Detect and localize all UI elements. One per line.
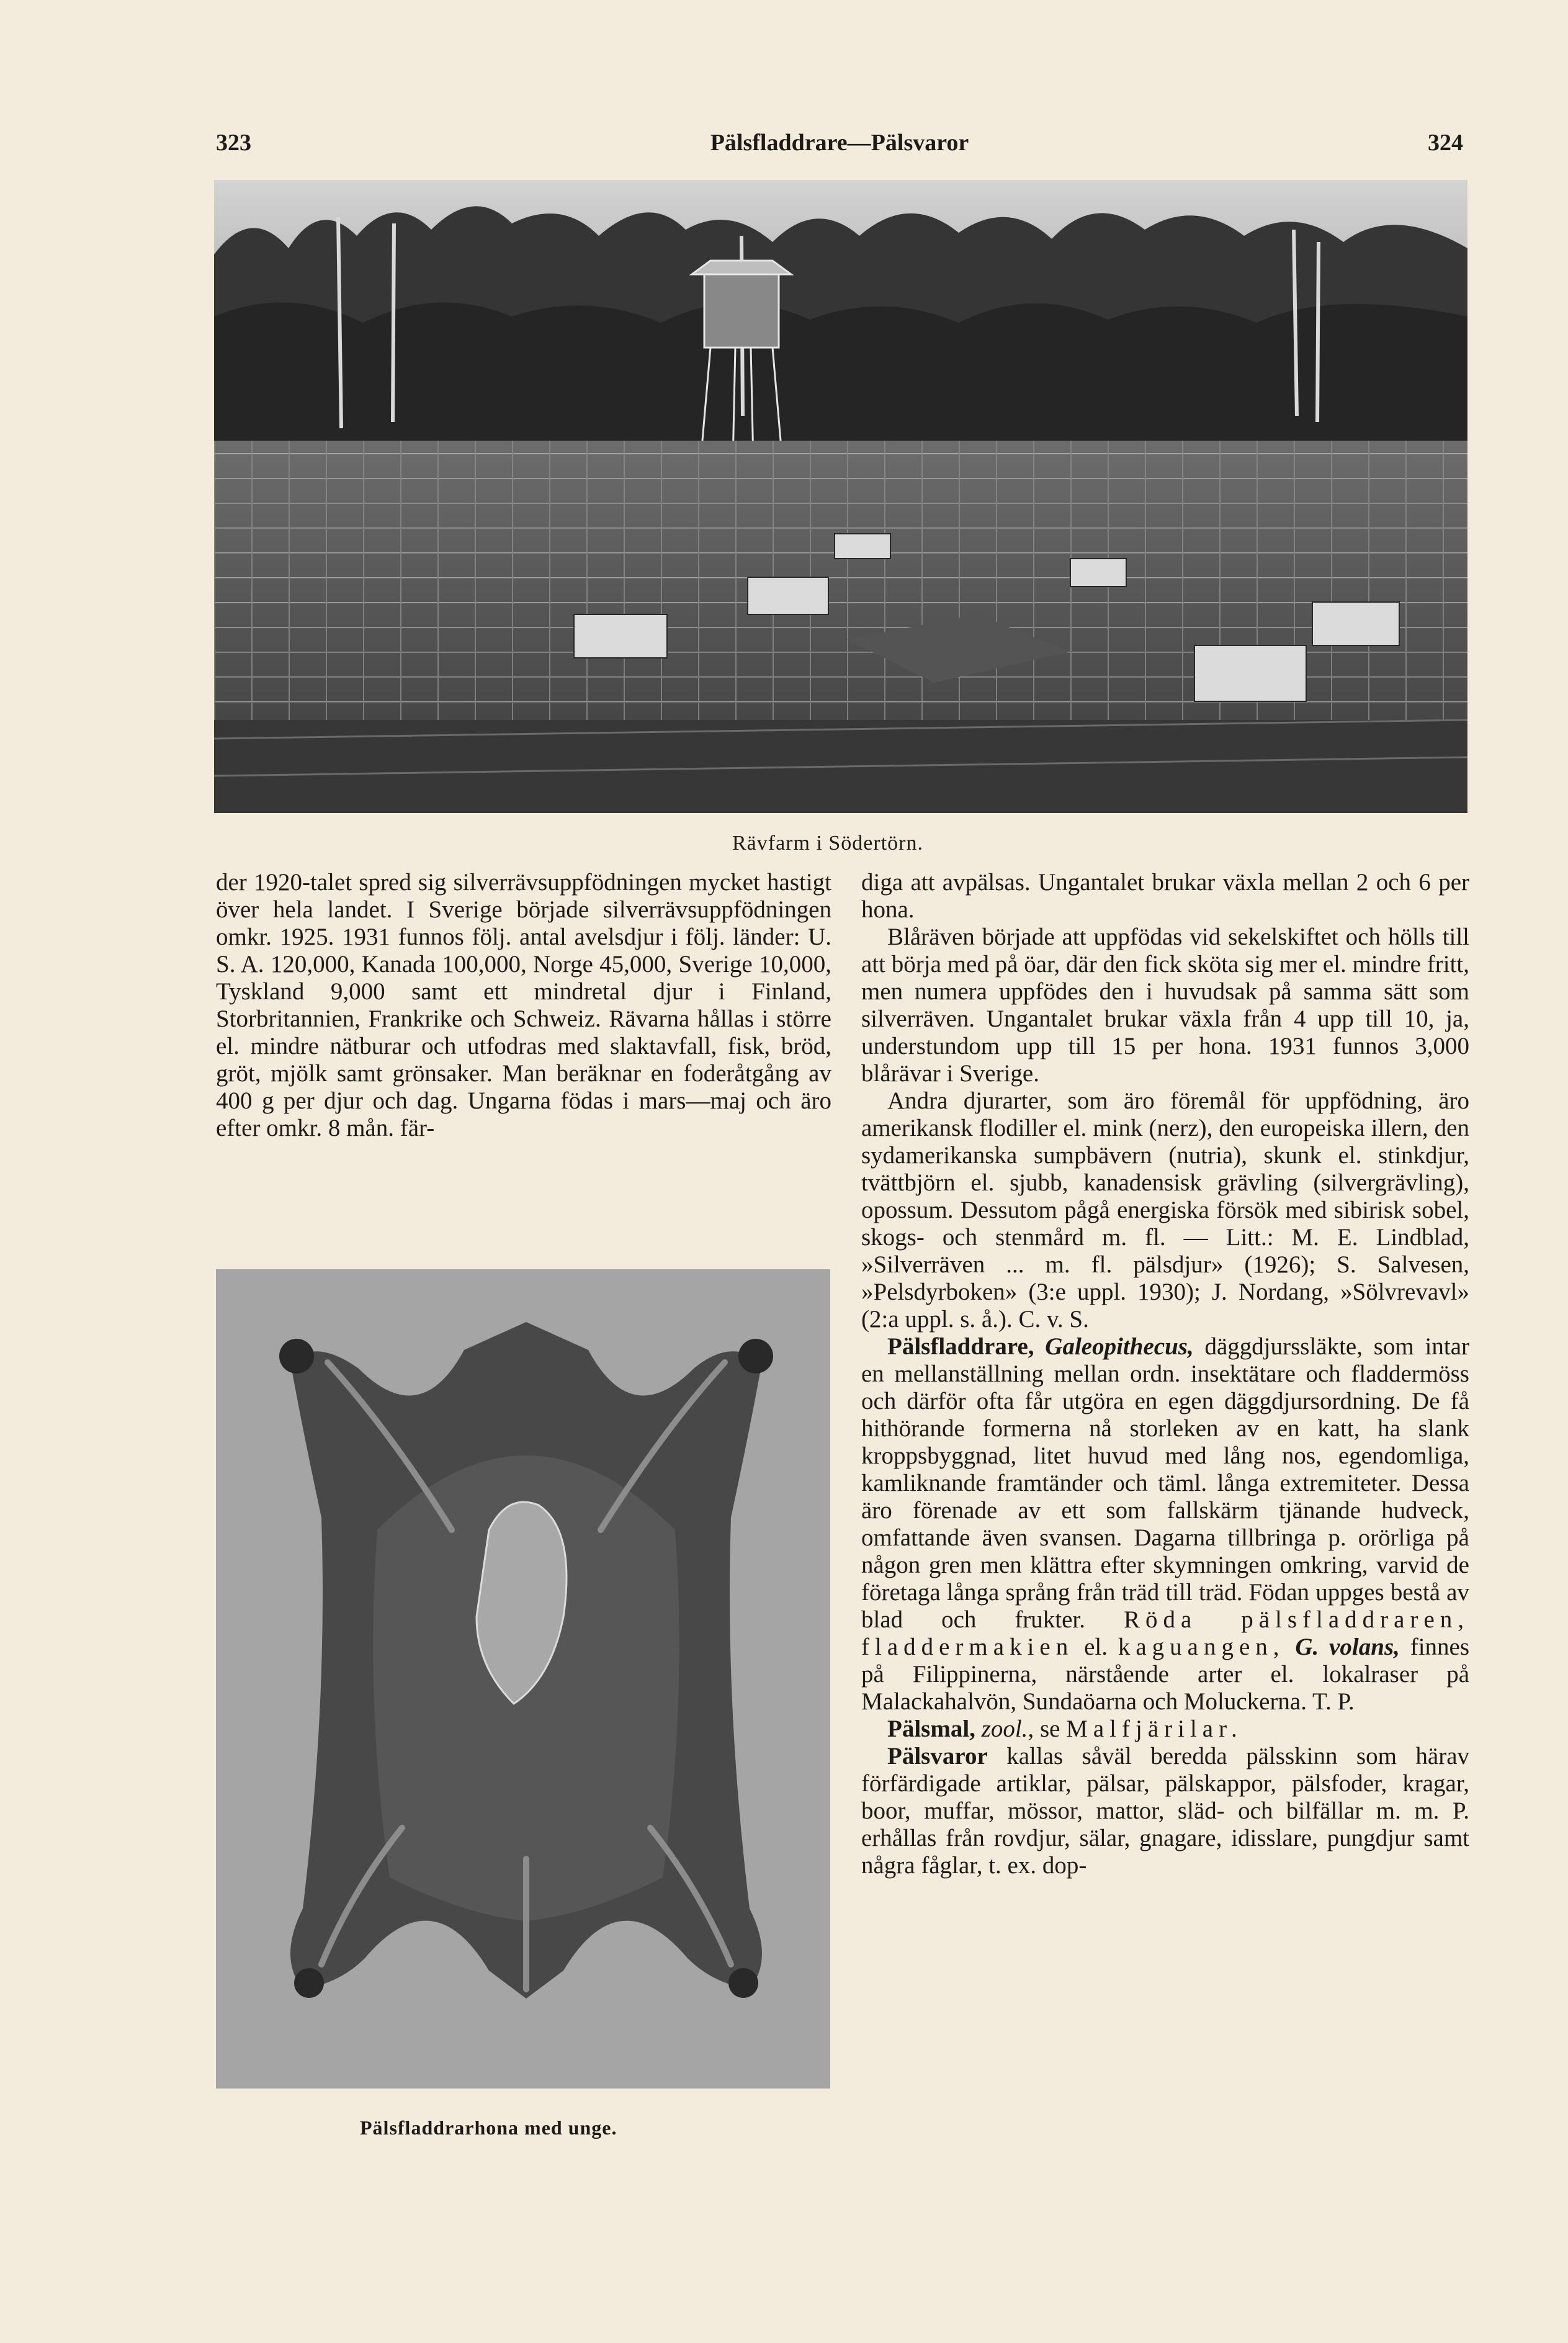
signature-tp: T. P. <box>1312 1688 1355 1715</box>
right-paragraph-2: Blåräven började att uppfödas vid sekelskiftet och hölls till att börja med på öar, där den fick sköta sig mer el. mindre fritt, men numera uppfödes den i huvudsak på samma sätt som silverräven. Ungantalet brukar växla från 4 upp till 10, ja, understundom upp till 15 per hona. 1931 funnos 3,000 blårävar i Sverige. <box>861 924 1469 1087</box>
right-paragraph-3-text: Andra djurarter, som äro föremål för uppfödning, äro amerikansk flodiller el. mink (nerz), den europeiska illern, den sydamerikanska sumpbävern (nutria), skunk el. stinkdjur, tvättbjörn el. sjubb, kanadensisk grävling (silvergrävling), opossum. Dessutom pågå energiska försök med sibirisk sobel, skogs- och stenmård m. fl. — Litt.: M. E. Lindblad, »Silverräven ... m. fl. pälsdjur» (1926); S. Salvesen, »Pelsdyrboken» (3:e uppl. 1930); J. Nordang, »Sölvrevavl» (2:a uppl. s. å.). <box>861 1087 1469 1333</box>
page-number-left: 323 <box>216 130 251 156</box>
entry-palsfladdrare <box>861 1333 1469 1716</box>
right-paragraph-1: diga att avpälsas. Ungantalet brukar växla mellan 2 och 6 per hona. <box>861 869 1469 923</box>
page-number-right: 324 <box>1428 130 1463 156</box>
entry-palsvaror <box>861 1743 1469 1879</box>
entry-zool: zool., <box>981 1716 1034 1742</box>
cross-ref-malfjarilar[interactable]: Malfjärilar. <box>1066 1716 1243 1742</box>
entry-latin-volans: G. volans, <box>1295 1634 1400 1660</box>
entry-text-el: el. <box>1084 1634 1108 1660</box>
entry-head-palsvaror: Pälsvaror <box>887 1743 988 1770</box>
signature-cvs: C. v. S. <box>1018 1306 1089 1333</box>
flying-lemur-caption: Pälsfladdrarhona med unge. <box>360 2116 617 2139</box>
entry-head-palsmal: Pälsmal, <box>887 1716 975 1742</box>
entry-head-palsfladdrare: Pälsfladdrare, <box>887 1333 1034 1360</box>
entry-se: se <box>1039 1716 1060 1742</box>
right-column <box>861 869 1469 1879</box>
entry-latin-galeopithecus: Galeopithecus, <box>1045 1333 1194 1360</box>
spaced-term-kaguangen: kaguangen, <box>1118 1634 1285 1660</box>
page-header <box>216 129 1463 166</box>
fox-farm-caption: Rävfarm i Södertörn. <box>732 832 923 855</box>
flying-lemur-photo <box>216 1269 830 2089</box>
left-column <box>216 869 831 1142</box>
entry-text-c: finnes på Filippinerna, närstående arter el. lokalraser på Malackahalvön, Sundaöarna och Moluckerna. <box>861 1634 1470 1715</box>
entry-palsmal <box>861 1716 1469 1743</box>
spaced-term-roda: Röda pälsfladdraren, fladdermakien <box>861 1606 1470 1660</box>
entry-text-palsvaror: kallas såväl beredda pälsskinn som härav förfärdigade artiklar, pälsar, pälskappor, pälsfoder, kragar, boor, muffar, mössor, mattor, släd- och bilfällar m. m. P. erhållas från rovdjur, sälar, gnagare, idisslare, pungdjur samt några fåglar, t. ex. dop- <box>861 1743 1470 1879</box>
fox-farm-photo <box>214 180 1467 813</box>
running-title: Pälsfladdrare—Pälsvaror <box>710 130 969 156</box>
entry-text-a: däggdjurssläkte, som intar en mellanställning mellan ordn. insektätare och fladdermöss och därför ofta får utgöra en egen däggdjursordning. De få hithörande formerna nå storleken av en katt, ha slank kroppsbyggnad, litet huvud med lång nos, egendomliga, kamliknande framtänder och täml. långa extremiteter. Dessa äro förenade av ett som fallskärm tjänande hudveck, omfattande även svansen. Dagarna tillbringa p. orörliga på någon gren men klättra efter skymningen omkring, varvid de företaga långa språng från träd till träd. Födan uppges bestå av blad och frukter. <box>861 1333 1470 1633</box>
left-paragraph-1: der 1920-talet spred sig silverrävsuppfödningen mycket hastigt över hela landet. I Sverige började silverrävsuppfödningen omkr. 1925. 1931 funnos följ. antal avelsdjur i följ. länder: U. S. A. 120,000, Kanada 100,000, Norge 45,000, Sverige 10,000, Tyskland 9,000 samt ett mindretal djur i Finland, Storbritannien, Frankrike och Schweiz. Rävarna hållas i större el. mindre nätburar och utfodras med slaktavfall, fisk, bröd, gröt, mjölk samt grönsaker. Man beräknar en foderåtgång av 400 g per djur och dag. Ungarna födas i mars—maj och äro efter omkr. 8 mån. fär- <box>216 869 831 1141</box>
right-paragraph-3 <box>861 1087 1469 1333</box>
